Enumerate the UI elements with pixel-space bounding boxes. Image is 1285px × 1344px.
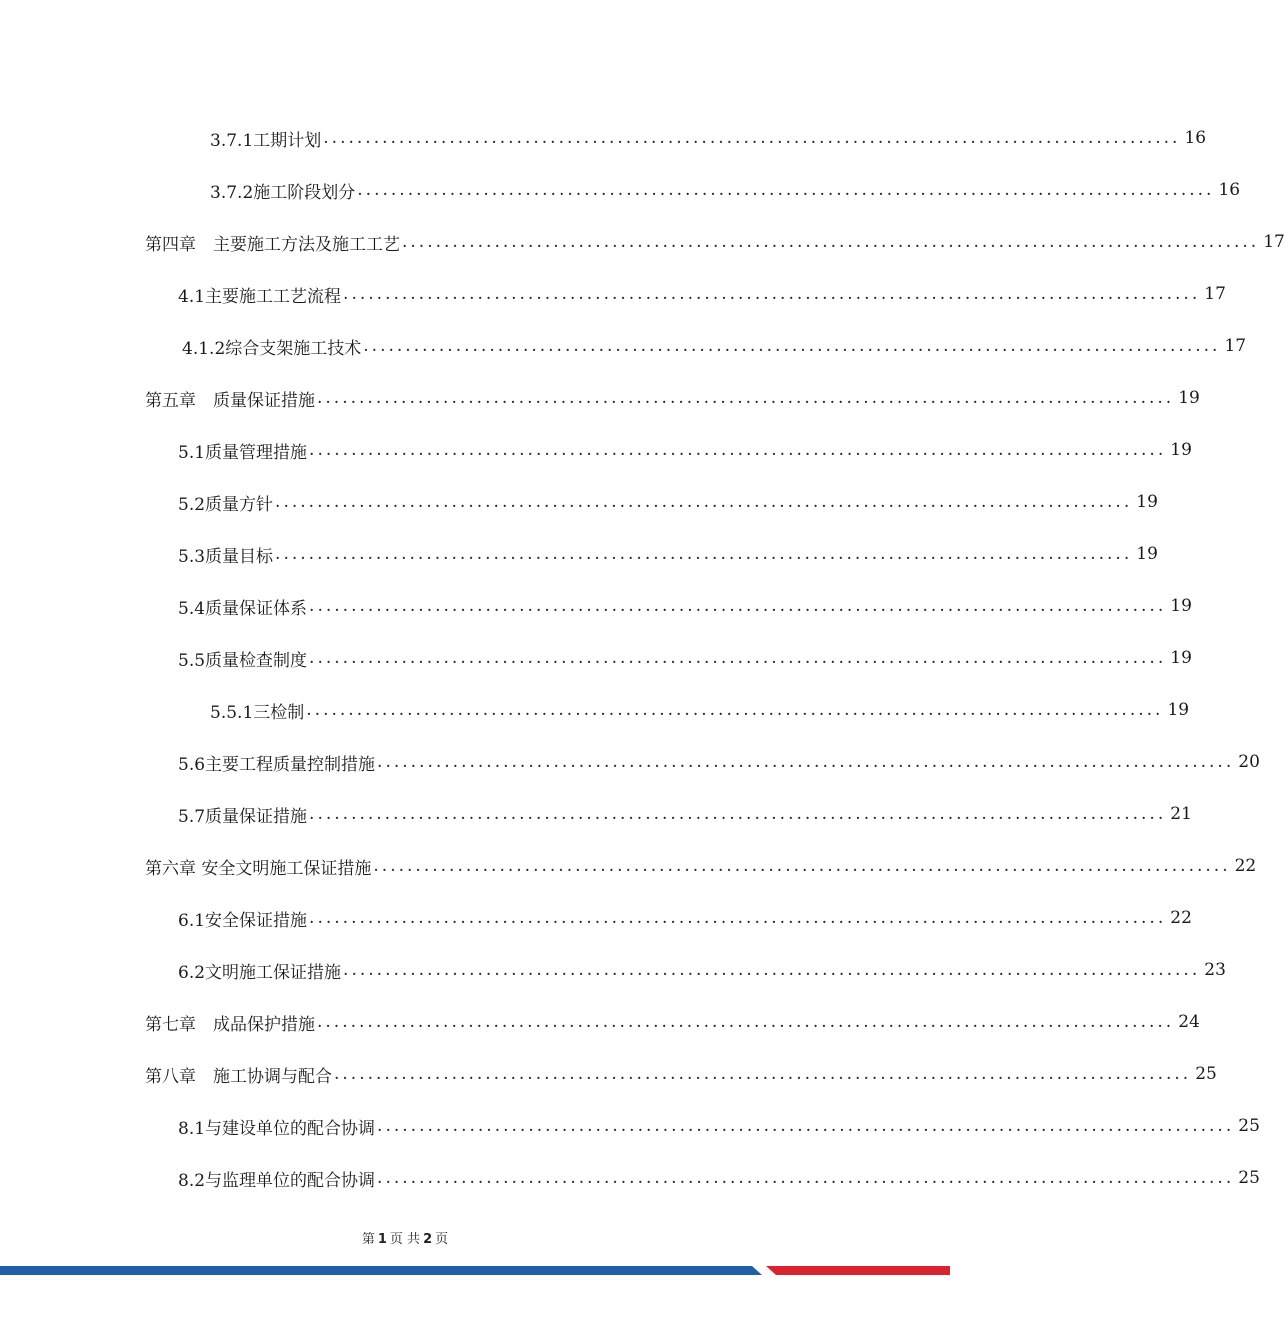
toc-leader-dots: ...................................................................................................... (377, 1116, 1235, 1136)
toc-leader-dots: ...................................................................................................... (363, 336, 1221, 356)
toc-leader-dots: ...................................................................................................... (323, 128, 1181, 148)
toc-entry-page: 25 (1238, 1168, 1260, 1188)
toc-entry[interactable] (178, 747, 1260, 777)
toc-entry-page: 25 (1195, 1064, 1217, 1084)
toc-entry-page: 22 (1170, 908, 1192, 928)
toc-entry-page: 19 (1170, 648, 1192, 668)
toc-leader-dots: ...................................................................................................... (357, 180, 1215, 200)
toc-entry-label: 6.1安全保证措施 (178, 910, 308, 931)
toc-leader-dots: ...................................................................................................... (309, 804, 1167, 824)
toc-entry[interactable] (182, 331, 1247, 361)
toc-leader-dots: ...................................................................................................... (377, 752, 1235, 772)
toc-entry-page: 25 (1238, 1116, 1260, 1136)
toc-entry[interactable] (145, 383, 1200, 413)
toc-entry[interactable] (178, 955, 1226, 985)
footer-prefix: 第 (361, 1232, 375, 1247)
toc-leader-dots: ...................................................................................................... (343, 960, 1201, 980)
toc-entry[interactable] (210, 695, 1190, 725)
toc-entry-page: 19 (1178, 388, 1200, 408)
toc-leader-dots: ...................................................................................................... (275, 544, 1133, 564)
toc-entry[interactable] (210, 175, 1241, 205)
toc-leader-dots: ...................................................................................................... (334, 1064, 1192, 1084)
toc-entry-page: 17 (1263, 232, 1285, 252)
toc-entry-page: 24 (1178, 1012, 1200, 1032)
toc-entry-label: 第八章 施工协调与配合 (145, 1066, 332, 1087)
toc-entry-page: 17 (1204, 284, 1226, 304)
toc-entry-label: 4.1主要施工工艺流程 (178, 286, 342, 307)
page-footer (0, 1228, 880, 1247)
toc-entry-page: 19 (1170, 596, 1192, 616)
toc-entry[interactable] (145, 227, 1285, 257)
footer-suffix: 页 (435, 1232, 449, 1247)
toc-entry-label: 第四章 主要施工方法及施工工艺 (145, 234, 400, 255)
toc-entry-page: 19 (1167, 700, 1190, 720)
toc-leader-dots: ...................................................................................................... (309, 648, 1167, 668)
toc-leader-dots: ...................................................................................................... (402, 232, 1260, 252)
toc-entry-page: 16 (1184, 128, 1207, 148)
footer-total-pages: 2 (423, 1232, 433, 1247)
toc-entry[interactable] (178, 539, 1158, 569)
toc-entry-label: 第七章 成品保护措施 (145, 1014, 315, 1035)
toc-entry[interactable] (178, 643, 1192, 673)
toc-entry[interactable] (178, 903, 1192, 933)
toc-entry[interactable] (178, 1163, 1260, 1193)
toc-entry-label: 8.2与监理单位的配合协调 (178, 1170, 376, 1191)
toc-entry[interactable] (178, 1111, 1260, 1141)
footer-middle: 页 共 (389, 1232, 421, 1247)
toc-entry-label: 4.1.2综合支架施工技术 (182, 338, 362, 359)
toc-entry-page: 17 (1224, 336, 1247, 356)
toc-entry-page: 23 (1204, 960, 1226, 980)
toc-entry-page: 21 (1170, 804, 1192, 824)
toc-entry[interactable] (145, 1059, 1217, 1089)
toc-entry-page: 19 (1136, 544, 1158, 564)
toc-leader-dots: ...................................................................................................... (377, 1168, 1235, 1188)
toc-entry-label: 5.2质量方针 (178, 494, 274, 515)
toc-leader-dots: ...................................................................................................... (306, 700, 1164, 720)
toc-entry-page: 20 (1238, 752, 1260, 772)
toc-entry[interactable] (210, 123, 1207, 153)
toc-entry-page: 19 (1136, 492, 1158, 512)
toc-leader-dots: ...................................................................................................... (275, 492, 1133, 512)
toc-entry[interactable] (178, 279, 1226, 309)
toc-entry-page: 22 (1234, 856, 1257, 876)
toc-leader-dots: ...................................................................................................... (309, 908, 1167, 928)
footer-color-band (0, 1266, 950, 1275)
toc-leader-dots: ...................................................................................................... (309, 596, 1167, 616)
toc-entry[interactable] (145, 1007, 1200, 1037)
toc-entry-label: 5.1质量管理措施 (178, 442, 308, 463)
toc-entry-label: 6.2文明施工保证措施 (178, 962, 342, 983)
toc-entry-label: 5.5.1三检制 (210, 702, 305, 723)
toc-entry-label: 5.4质量保证体系 (178, 598, 308, 619)
toc-entry[interactable] (178, 799, 1192, 829)
toc-entry-label: 5.7质量保证措施 (178, 806, 308, 827)
toc-entry[interactable] (178, 435, 1192, 465)
toc-entry-label: 8.1与建设单位的配合协调 (178, 1118, 376, 1139)
toc-entry-label: 5.6主要工程质量控制措施 (178, 754, 376, 775)
toc-entry-label: 3.7.1工期计划 (210, 130, 322, 151)
toc-leader-dots: ...................................................................................................... (343, 284, 1201, 304)
footer-current-page: 1 (377, 1232, 387, 1247)
toc-entry-page: 16 (1218, 180, 1241, 200)
footer-band-red (766, 1266, 950, 1275)
toc-entry-label: 第六章 安全文明施工保证措施 (145, 858, 372, 879)
footer-band-blue (0, 1266, 762, 1275)
toc-entry[interactable] (178, 487, 1158, 517)
toc-entry[interactable] (178, 591, 1192, 621)
toc-entry-page: 19 (1170, 440, 1192, 460)
toc-leader-dots: ...................................................................................................... (317, 1012, 1175, 1032)
toc-entry-label: 5.3质量目标 (178, 546, 274, 567)
toc-leader-dots: ...................................................................................................... (309, 440, 1167, 460)
toc-leader-dots: ...................................................................................................... (317, 388, 1175, 408)
toc-entry-label: 3.7.2施工阶段划分 (210, 182, 356, 203)
toc-entry-label: 5.5质量检查制度 (178, 650, 308, 671)
toc-entry-label: 第五章 质量保证措施 (145, 390, 315, 411)
toc-leader-dots: ...................................................................................................... (373, 856, 1231, 876)
toc-entry[interactable] (145, 851, 1257, 881)
